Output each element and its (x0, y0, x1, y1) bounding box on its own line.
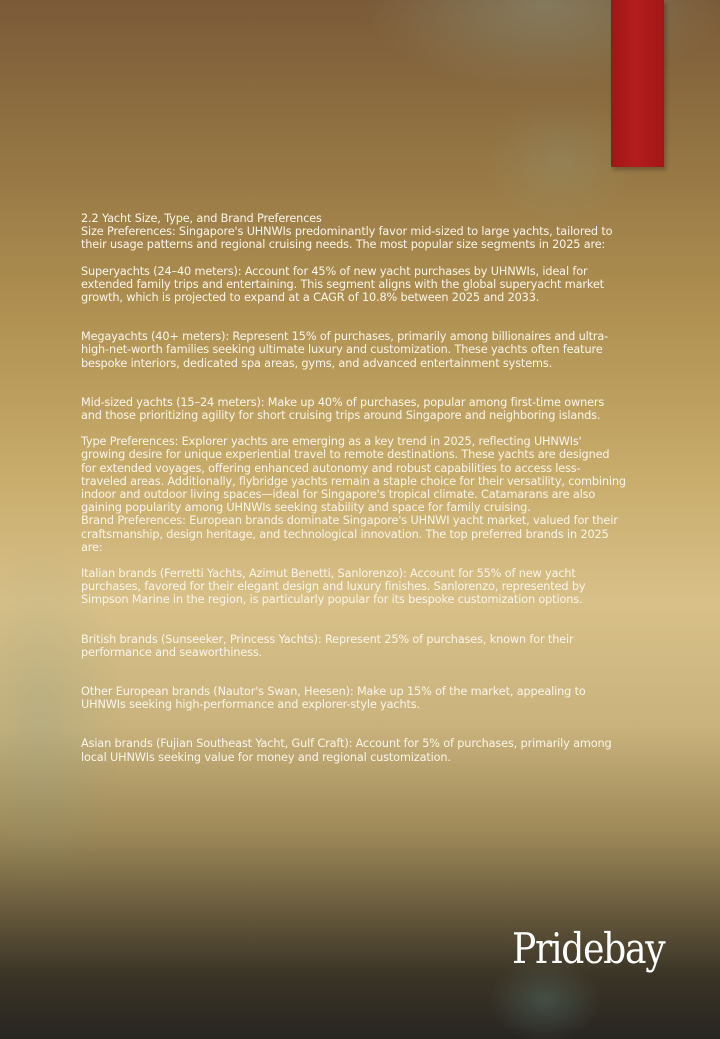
size-item-midsized: Mid-sized yachts (15–24 meters): Make up 40% of purchases, popular among first-time owners and those prioritizing agility for short cruising trips around Singapore and neighboring islands. (81, 395, 605, 423)
brand-item-asian: Asian brands (Fujian Southeast Yacht, Gulf Craft): Account for 5% of purchases, primarily among local UHNWIs seeking value for money and regional customization. (81, 737, 612, 764)
size-preferences-intro: Size Preferences: Singapore's UHNWIs predominantly favor mid-sized to large yachts, tailored to their usage patterns and regional cruising needs. The most popular size segments in 2025 are: (81, 225, 613, 252)
size-item-megayachts: Megayachts (40+ meters): Represent 15% of purchases, primarily among billionaires and ultra-high-net-worth families seeking ultimate luxury and customization. These yachts often feature bespoke interiors, dedicated spa areas, gyms, and advanced entertainment systems. (81, 330, 609, 370)
brand-item-italian: Italian brands (Ferretti Yachts, Azimut Benetti, Sanlorenzo): Account for 55% of new yacht purchases, favored for their elegant design and luxury finishes. Sanlorenzo, represented by Simpson Marine in the region, is particularly popular for its bespoke customization options. (81, 567, 586, 607)
section-heading: 2.2 Yacht Size, Type, and Brand Preferences (81, 212, 322, 225)
size-item-superyachts: Superyachts (24–40 meters): Account for 45% of new yacht purchases by UHNWIs, ideal for extended family trips and entertaining. This segment aligns with the global superyacht market growth, which is projected to expand at a CAGR of 10.8% between 2025 and 2033. (81, 264, 604, 305)
type-preferences-paragraph: Type Preferences: Explorer yachts are emerging as a key trend in 2025, reflecting UHNWIs' growing desire for unique experiential travel to remote destinations. These yachts are designed for extended voyages, offering enhanced autonomy and robust capabilities to access less-traveled areas. Additionally, flybridge yachts remain a staple choice for their versatility, combining indoor and outdoor living spaces—ideal for Singapore's tropical climate. Catamarans are also gaining popularity among UHNWIs seeking stability and space for family cruising. (81, 435, 626, 515)
pridebay-logo: Pridebay (512, 924, 665, 973)
brand-item-other-european: Other European brands (Nautor's Swan, Heesen): Make up 15% of the market, appealing to UHNWIs seeking high-performance and explorer-style yachts. (81, 685, 586, 712)
document-body (81, 212, 626, 764)
brand-preferences-intro: Brand Preferences: European brands dominate Singapore's UHNWI yacht market, valued for their craftsmanship, design heritage, and technological innovation. The top preferred brands in 2025 are: (81, 514, 618, 554)
red-bookmark-tab (611, 0, 664, 167)
brand-item-british: British brands (Sunseeker, Princess Yachts): Represent 25% of purchases, known for their performance and seaworthiness. (81, 632, 574, 659)
